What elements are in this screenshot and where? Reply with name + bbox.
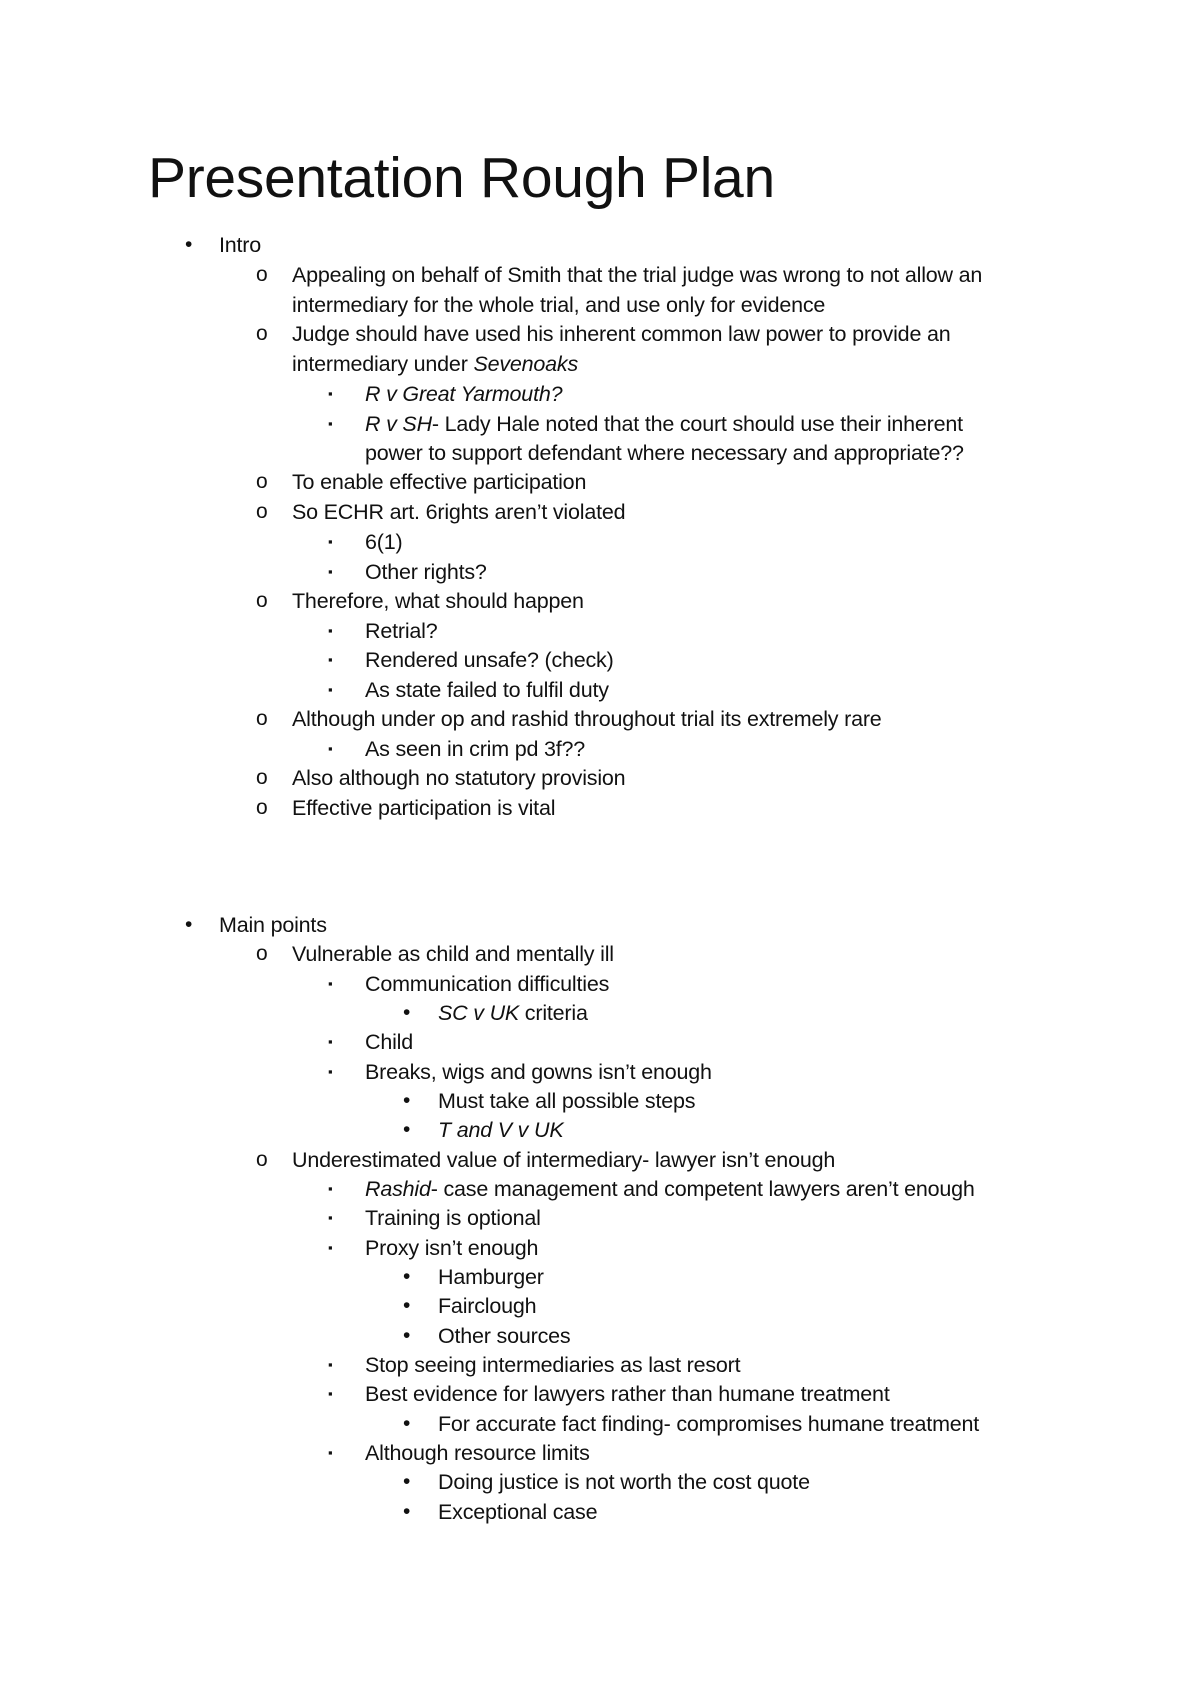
list-item	[403, 1409, 980, 1439]
bullet-icon: ▪	[328, 1064, 333, 1079]
list-item	[256, 319, 951, 349]
bullet-icon: o	[256, 263, 268, 286]
bullet-icon: •	[403, 1001, 411, 1024]
list-item-text: power to support defendant where necessary and appropriate??	[365, 441, 964, 465]
list-item-text: For accurate fact finding- compromises humane treatment	[438, 1412, 980, 1436]
list-item	[328, 557, 487, 587]
list-item	[328, 1203, 541, 1233]
list-item	[328, 1379, 890, 1409]
list-item-text: As state failed to fulfil duty	[365, 678, 609, 702]
list-item-text: Intro	[219, 233, 262, 257]
list-item-text: To enable effective participation	[292, 470, 587, 494]
bullet-icon: ▪	[328, 1034, 333, 1049]
bullet-icon: ▪	[328, 386, 333, 401]
bullet-icon: •	[403, 1500, 411, 1523]
bullet-icon: •	[403, 1324, 411, 1347]
list-item	[328, 1233, 539, 1263]
bullet-icon: •	[185, 233, 193, 256]
list-item-text: Fairclough	[438, 1294, 537, 1318]
list-item-text: Also although no statutory provision	[292, 766, 626, 790]
bullet-icon: ▪	[328, 416, 333, 431]
bullet-icon: ▪	[328, 1210, 333, 1225]
bullet-icon: ▪	[328, 1357, 333, 1372]
list-item	[256, 704, 882, 734]
bullet-icon: ▪	[328, 564, 333, 579]
list-item-text: - case management and competent lawyers aren’t enough	[430, 1177, 975, 1201]
list-item	[185, 910, 327, 940]
bullet-icon: ▪	[328, 1445, 333, 1460]
list-item-text: Best evidence for lawyers rather than humane treatment	[365, 1382, 890, 1406]
bullet-icon: •	[403, 1089, 411, 1112]
list-item-text: Communication difficulties	[365, 972, 610, 996]
bullet-icon: ▪	[328, 1240, 333, 1255]
list-item	[256, 763, 626, 793]
list-item-text: Stop seeing intermediaries as last resort	[365, 1353, 741, 1377]
case-citation: Rashid	[365, 1177, 431, 1201]
bullet-icon: •	[403, 1118, 411, 1141]
list-item	[256, 939, 614, 969]
case-citation: R v Great Yarmouth?	[365, 382, 563, 406]
list-item	[403, 1115, 564, 1145]
case-citation: SC v UK	[438, 1001, 520, 1025]
list-item	[256, 260, 983, 290]
list-item-text: Therefore, what should happen	[292, 589, 584, 613]
list-item	[328, 1438, 590, 1468]
bullet-icon: o	[256, 766, 268, 789]
list-item-text: Must take all possible steps	[438, 1089, 696, 1113]
list-item-text: - Lady Hale noted that the court should use their inherent	[431, 412, 963, 436]
list-item	[328, 616, 438, 646]
bullet-icon: o	[256, 942, 268, 965]
list-item-text: intermediary under	[292, 352, 474, 376]
list-item-text: Child	[365, 1030, 413, 1054]
bullet-icon: o	[256, 500, 268, 523]
list-item	[328, 379, 563, 409]
list-item-text: As seen in crim pd 3f??	[365, 737, 586, 761]
list-item	[328, 1057, 712, 1087]
list-item-text: Proxy isn’t enough	[365, 1236, 539, 1260]
list-item	[328, 675, 609, 705]
bullet-icon: •	[185, 913, 193, 936]
list-item-continuation	[365, 438, 964, 468]
bullet-icon: •	[403, 1470, 411, 1493]
list-item-continuation	[292, 349, 578, 379]
list-item	[328, 1174, 975, 1204]
list-item	[256, 497, 626, 527]
list-item	[403, 1291, 537, 1321]
list-item-text: Rendered unsafe? (check)	[365, 648, 614, 672]
bullet-icon: ▪	[328, 1181, 333, 1196]
case-citation: R v SH	[365, 412, 432, 436]
list-item-text: Retrial?	[365, 619, 438, 643]
list-item-text: criteria	[519, 1001, 588, 1025]
list-item-text: Exceptional case	[438, 1500, 598, 1524]
list-item-text: Main points	[219, 913, 327, 937]
bullet-icon: •	[403, 1294, 411, 1317]
bullet-icon: o	[256, 796, 268, 819]
bullet-icon: ▪	[328, 534, 333, 549]
list-item	[328, 409, 963, 439]
list-item-text: Although under op and rashid throughout trial its extremely rare	[292, 707, 882, 731]
list-item	[403, 1497, 598, 1527]
list-item	[403, 1262, 544, 1292]
list-item-text: Although resource limits	[365, 1441, 590, 1465]
list-item	[403, 1321, 571, 1351]
list-item-text: So ECHR art. 6rights aren’t violated	[292, 500, 626, 524]
list-item	[403, 998, 588, 1028]
list-item	[403, 1467, 810, 1497]
bullet-icon: ▪	[328, 652, 333, 667]
bullet-icon: o	[256, 470, 268, 493]
list-item	[328, 645, 614, 675]
list-item	[256, 586, 584, 616]
list-item-text: Appealing on behalf of Smith that the trial judge was wrong to not allow an	[292, 263, 983, 287]
bullet-icon: ▪	[328, 1386, 333, 1401]
bullet-icon: •	[403, 1265, 411, 1288]
list-item-text: Other sources	[438, 1324, 571, 1348]
list-item-text: Breaks, wigs and gowns isn’t enough	[365, 1060, 712, 1084]
case-citation: T and V v UK	[438, 1118, 564, 1142]
list-item-text: Underestimated value of intermediary- lawyer isn’t enough	[292, 1148, 836, 1172]
list-item	[328, 969, 610, 999]
case-citation: Sevenoaks	[473, 352, 579, 376]
bullet-icon: o	[256, 589, 268, 612]
bullet-icon: ▪	[328, 741, 333, 756]
list-item-text: Doing justice is not worth the cost quote	[438, 1470, 810, 1494]
bullet-icon: o	[256, 322, 268, 345]
list-item-text: Other rights?	[365, 560, 487, 584]
bullet-icon: •	[403, 1412, 411, 1435]
page-title: Presentation Rough Plan	[148, 146, 775, 210]
list-item-text: Effective participation is vital	[292, 796, 556, 820]
list-item-text: Judge should have used his inherent common law power to provide an	[292, 322, 951, 346]
bullet-icon: ▪	[328, 623, 333, 638]
list-item-text: Vulnerable as child and mentally ill	[292, 942, 614, 966]
list-item	[256, 793, 556, 823]
list-item	[328, 527, 403, 557]
bullet-icon: ▪	[328, 682, 333, 697]
list-item	[185, 230, 262, 260]
list-item	[256, 467, 587, 497]
list-item	[328, 1350, 741, 1380]
list-item	[328, 734, 586, 764]
list-item-text: Training is optional	[365, 1206, 541, 1230]
list-item-text: intermediary for the whole trial, and use only for evidence	[292, 293, 826, 317]
list-item	[256, 1145, 836, 1175]
list-item	[403, 1086, 696, 1116]
list-item-continuation	[292, 290, 825, 320]
bullet-icon: o	[256, 707, 268, 730]
list-item-text: 6(1)	[365, 530, 403, 554]
list-item-text: Hamburger	[438, 1265, 544, 1289]
bullet-icon: ▪	[328, 976, 333, 991]
list-item	[328, 1027, 413, 1057]
bullet-icon: o	[256, 1148, 268, 1171]
